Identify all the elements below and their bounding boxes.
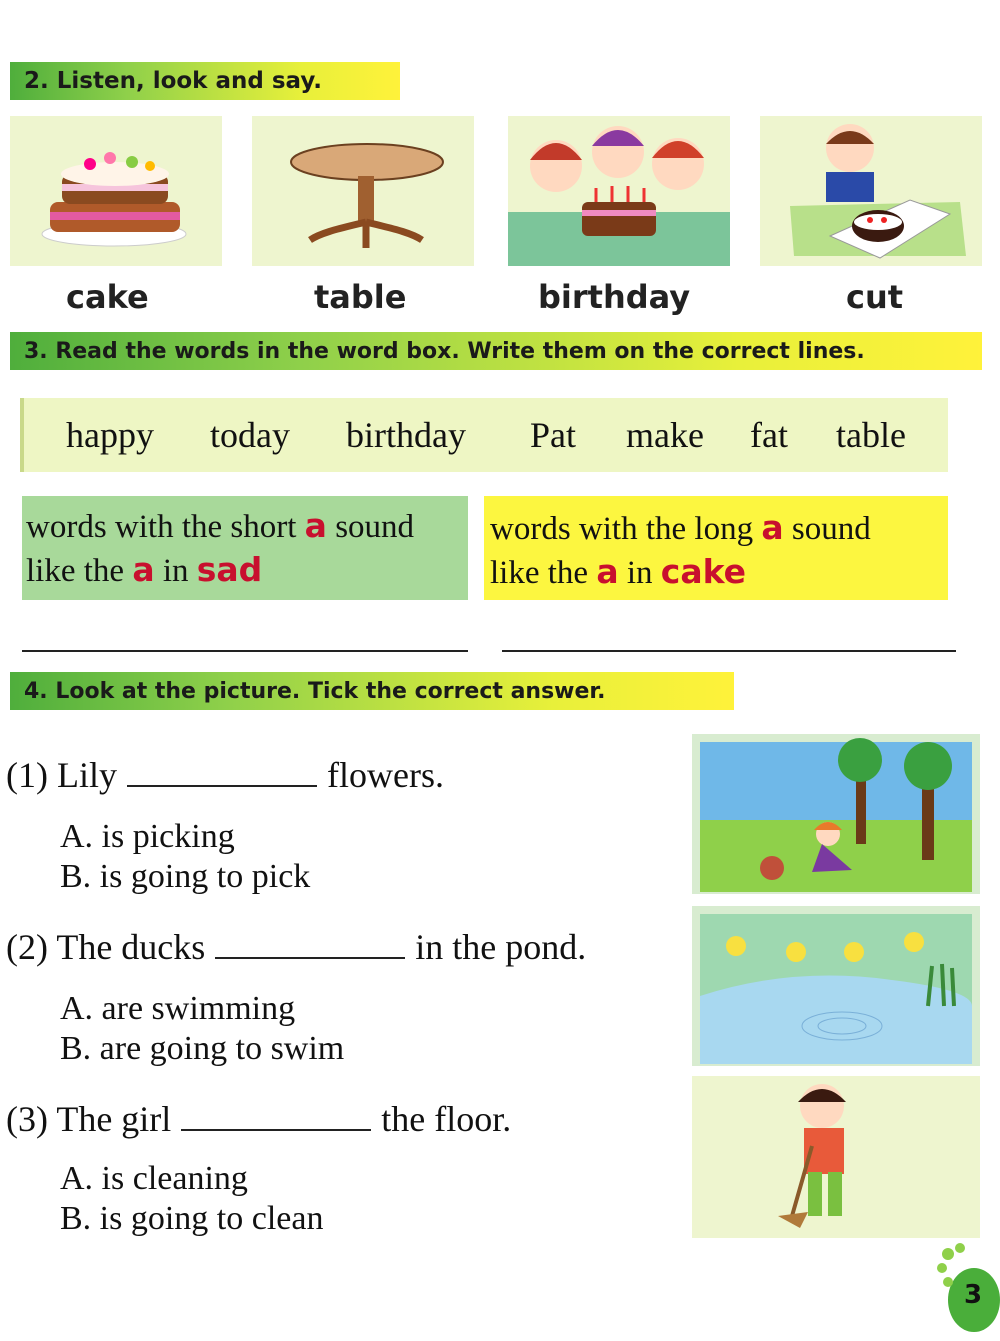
option-1b[interactable]: B. is going to pick [60,858,311,895]
option-2a[interactable]: A. are swimming [60,990,296,1027]
ducks-picture [692,906,980,1066]
option-1a[interactable]: A. is picking [60,818,235,855]
short-a-answer-line[interactable] [22,650,468,652]
question-1: (1) Lily flowers. [6,755,444,795]
word-box [20,398,948,472]
option-3a[interactable]: A. is cleaning [60,1160,248,1197]
answer-blank[interactable] [181,1119,371,1131]
word-box-item: table [836,415,906,455]
word-box-item: Pat [530,415,577,455]
section-2-heading: 2. Listen, look and say. [10,62,400,100]
long-a-line-2: like the a in cake [490,552,747,591]
table-picture [252,116,474,266]
short-a-line-2: like the a in sad [26,550,263,589]
word-box-item: make [626,415,704,455]
long-a-box [484,496,948,600]
cake-picture [10,116,222,266]
word-box-item: birthday [346,415,466,455]
section-3-heading: 3. Read the words in the word box. Write them on the correct lines. [10,332,982,370]
page-number: 3 [964,1280,983,1310]
option-3b[interactable]: B. is going to clean [60,1200,324,1237]
cut-picture [760,116,982,266]
option-2b[interactable]: B. are going to swim [60,1030,345,1067]
word-table: table [314,278,407,316]
long-a-line-1: words with the long a sound [490,508,871,547]
short-a-box [22,496,468,600]
word-box-item: today [210,415,290,455]
answer-blank[interactable] [127,775,317,787]
birthday-picture [508,116,730,266]
section-4-heading: 4. Look at the picture. Tick the correct answer. [10,672,734,710]
short-a-line-1: words with the short a sound [26,506,415,545]
word-cake: cake [66,278,149,316]
word-box-item: happy [66,415,154,455]
word-box-item: fat [750,415,788,455]
picking-flowers-picture [692,734,980,894]
long-a-answer-line[interactable] [502,650,956,652]
page-number-badge [934,1240,1000,1336]
word-cut: cut [846,278,904,316]
question-2: (2) The ducks in the pond. [6,927,587,967]
sweeping-girl-picture [692,1076,980,1238]
word-birthday: birthday [538,278,691,316]
answer-blank[interactable] [215,947,405,959]
question-3: (3) The girl the floor. [6,1099,512,1139]
